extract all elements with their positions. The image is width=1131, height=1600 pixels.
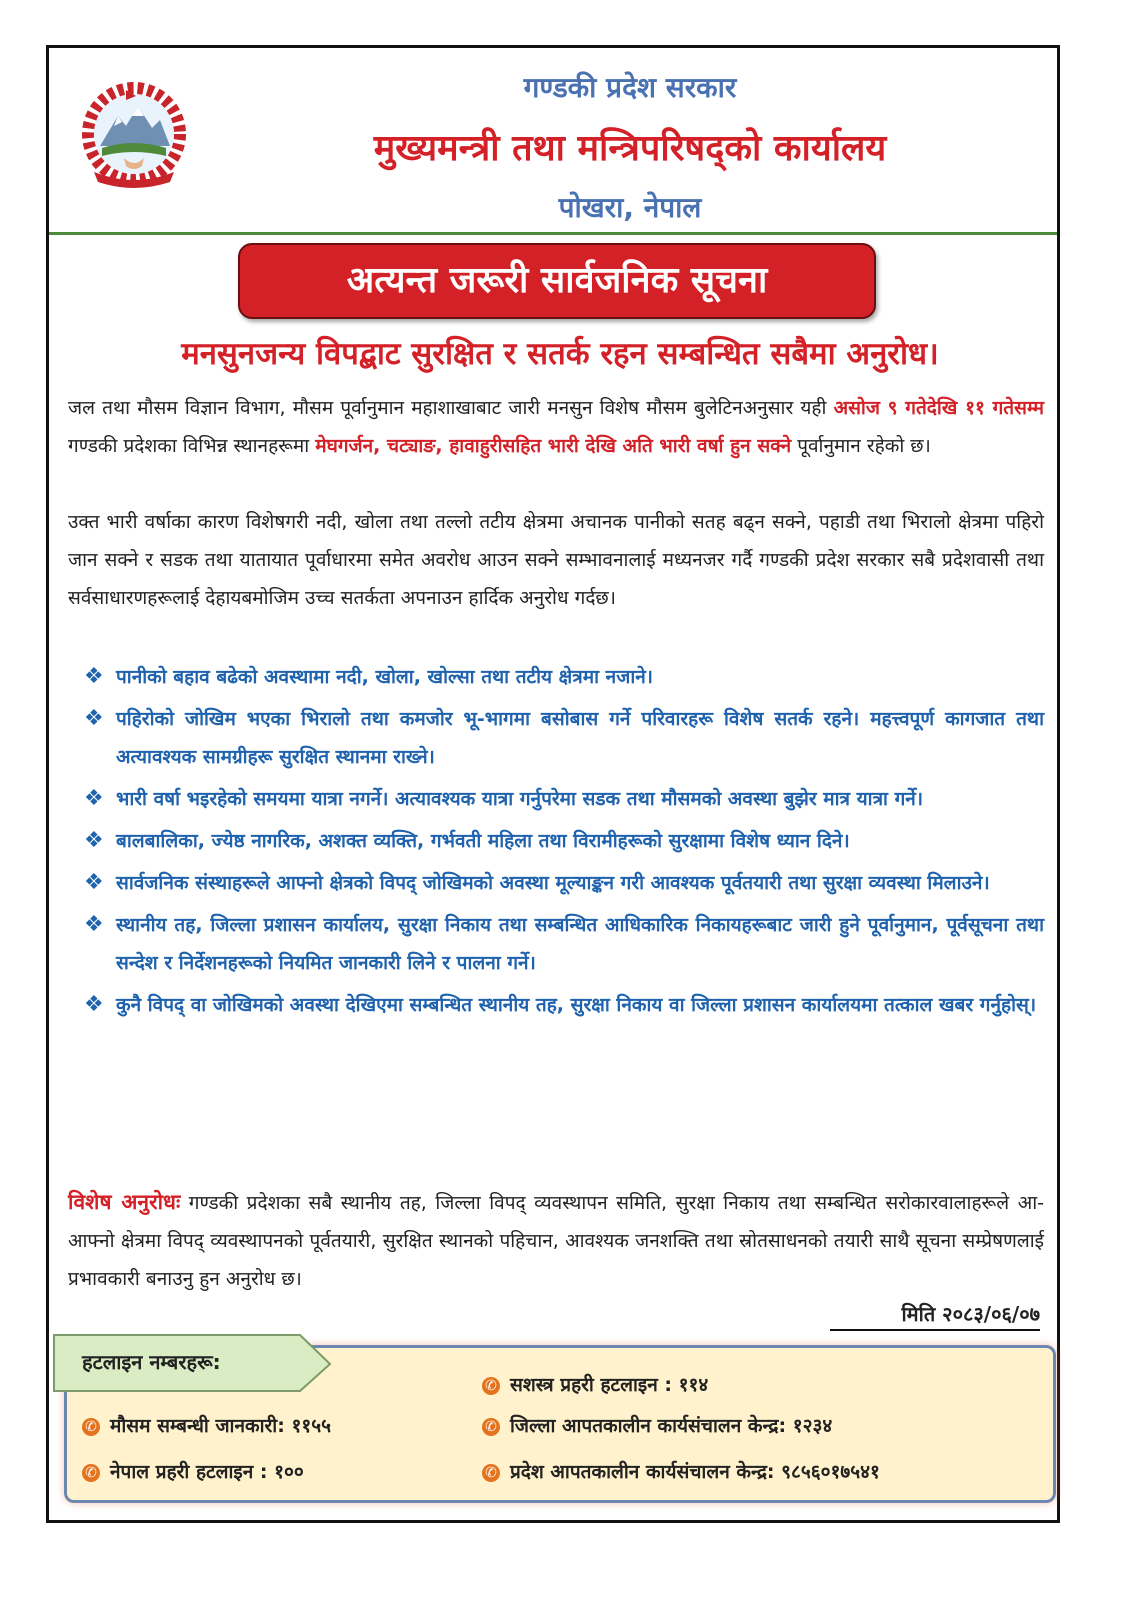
list-item: ❖ भारी वर्षा भइरहेको समयमा यात्रा नगर्ने। अत्यावश्यक यात्रा गर्नुपरेमा सडक तथा मौसमको अवस्था बुझेर मात्र यात्रा गर्ने। bbox=[84, 780, 1044, 818]
notice-banner: अत्यन्त जरूरी सार्वजनिक सूचना bbox=[238, 243, 876, 319]
intro-paragraph: जल तथा मौसम विज्ञान विभाग, मौसम पूर्वानुमान महाशाखाबाट जारी मनसुन विशेष मौसम बुलेटिनअनुसार यही असोज ९ गतेदेखि ११ गतेसम्म गण्डकी प्रदेशका विभिन्न स्थानहरूमा मेघगर्जन, चट्याङ, हावाहुरीसहित भारी देखि अति भारी वर्षा हुन सक्ने पूर्वानुमान रहेको छ। bbox=[68, 397, 1044, 457]
special-request: विशेष अनुरोधः गण्डकी प्रदेशका सबै स्थानीय तह, जिल्ला विपद् व्यवस्थापन समिति, सुरक्षा निकाय तथा सम्बन्धित सरोकारवालाहरूले आ-आफ्नो क्षेत्रमा विपद् व्यवस्थापनको पूर्वतयारी, सुरक्षित स्थानको पहिचान, आवश्यक जनशक्ति तथा स्रोतसाधनको तयारी साथै सूचना सम्प्रेषणलाई प्रभावकारी बनाउनु हुन अनुरोध छ। bbox=[68, 1190, 1044, 1290]
diamond-bullet-icon: ❖ bbox=[84, 992, 104, 1017]
advisory-list bbox=[84, 658, 1044, 1028]
diamond-bullet-icon: ❖ bbox=[84, 828, 104, 853]
phone-icon: ✆ bbox=[482, 1418, 500, 1436]
hotline-item: ✆ प्रदेश आपतकालीन कार्यसंचालन केन्द्र: ९८५६०१७५४१ bbox=[482, 1458, 880, 1484]
diamond-bullet-icon: ❖ bbox=[84, 664, 104, 689]
notice-subheading: मनसुनजन्य विपद्बाट सुरक्षित र सतर्क रहन सम्बन्धित सबैमा अनुरोध। bbox=[181, 336, 939, 372]
nepal-emblem-icon bbox=[66, 76, 202, 198]
phone-icon: ✆ bbox=[82, 1464, 100, 1482]
appeal-paragraph: उक्त भारी वर्षाका कारण विशेषगरी नदी, खोला तथा तल्लो तटीय क्षेत्रमा अचानक पानीको सतह बढ्न सक्ने, पहाडी तथा भिरालो क्षेत्रमा पहिरो जान सक्ने र सडक तथा यातायात पूर्वाधारमा समेत अवरोध आउन सक्ने सम्भावनालाई मध्यनजर गर्दै गण्डकी प्रदेश सरकार सबै प्रदेशवासी तथा सर्वसाधारणहरूलाई देहायबमोजिम उच्च सतर्कता अपनाउन हार्दिक अनुरोध गर्दछ। bbox=[68, 511, 1044, 609]
list-item: ❖ पहिरोको जोखिम भएका भिरालो तथा कमजोर भू-भागमा बसोबास गर्ने परिवारहरू विशेष सतर्क रहने। महत्त्वपूर्ण कागजात तथा अत्यावश्यक सामग्रीहरू सुरक्षित स्थानमा राख्ने। bbox=[84, 700, 1044, 776]
hotline-item: ✆ सशस्त्र प्रहरी हटलाइन : ११४ bbox=[482, 1371, 708, 1397]
phone-icon: ✆ bbox=[482, 1377, 500, 1395]
date-range-highlight: असोज ९ गतेदेखि ११ गतेसम्म bbox=[833, 397, 1044, 419]
forecast-highlight: मेघगर्जन, चट्याङ, हावाहुरीसहित भारी देखि अति भारी वर्षा हुन सक्ने bbox=[315, 435, 792, 457]
hotline-item: ✆ नेपाल प्रहरी हटलाइन : १०० bbox=[82, 1458, 304, 1484]
hotline-item: ✆ जिल्ला आपतकालीन कार्यसंचालन केन्द्र: १२३४ bbox=[482, 1412, 832, 1438]
phone-icon: ✆ bbox=[82, 1418, 100, 1436]
list-item: ❖ कुनै विपद् वा जोखिमको अवस्था देखिएमा सम्बन्धित स्थानीय तह, सुरक्षा निकाय वा जिल्ला प्रशासन कार्यालयमा तत्काल खबर गर्नुहोस्। bbox=[84, 986, 1044, 1024]
notice-date: मिति २०८३/०६/०७ bbox=[830, 1300, 1040, 1331]
hotline-title-tag bbox=[52, 1333, 330, 1393]
office-name: मुख्यमन्त्री तथा मन्त्रिपरिषद्को कार्यालय bbox=[373, 128, 887, 169]
diamond-bullet-icon: ❖ bbox=[84, 786, 104, 811]
diamond-bullet-icon: ❖ bbox=[84, 912, 104, 937]
list-item: ❖ स्थानीय तह, जिल्ला प्रशासन कार्यालय, सुरक्षा निकाय तथा सम्बन्धित आधिकारिक निकायहरूबाट जारी हुने पूर्वानुमान, पूर्वसूचना तथा सन्देश र निर्देशनहरूको नियमित जानकारी लिने र पालना गर्ने। bbox=[84, 906, 1044, 982]
government-name: गण्डकी प्रदेश सरकार bbox=[523, 71, 737, 104]
office-location: पोखरा, नेपाल bbox=[558, 191, 702, 224]
hotline-item: ✆ मौसम सम्बन्धी जानकारी: ११५५ bbox=[82, 1412, 331, 1438]
hotline-title: हटलाइन नम्बरहरू: bbox=[82, 1350, 221, 1374]
diamond-bullet-icon: ❖ bbox=[84, 870, 104, 895]
special-request-label: विशेष अनुरोधः bbox=[68, 1190, 181, 1214]
list-item: ❖ बालबालिका, ज्येष्ठ नागरिक, अशक्त व्यक्ति, गर्भवती महिला तथा विरामीहरूको सुरक्षामा विशेष ध्यान दिने। bbox=[84, 822, 1044, 860]
diamond-bullet-icon: ❖ bbox=[84, 706, 104, 731]
list-item: ❖ सार्वजनिक संस्थाहरूले आफ्नो क्षेत्रको विपद् जोखिमको अवस्था मूल्याङ्कन गरी आवश्यक पूर्वतयारी तथा सुरक्षा व्यवस्था मिलाउने। bbox=[84, 864, 1044, 902]
header-divider bbox=[49, 232, 1057, 235]
phone-icon: ✆ bbox=[482, 1464, 500, 1482]
list-item: ❖ पानीको बहाव बढेको अवस्थामा नदी, खोला, खोल्सा तथा तटीय क्षेत्रमा नजाने। bbox=[84, 658, 1044, 696]
